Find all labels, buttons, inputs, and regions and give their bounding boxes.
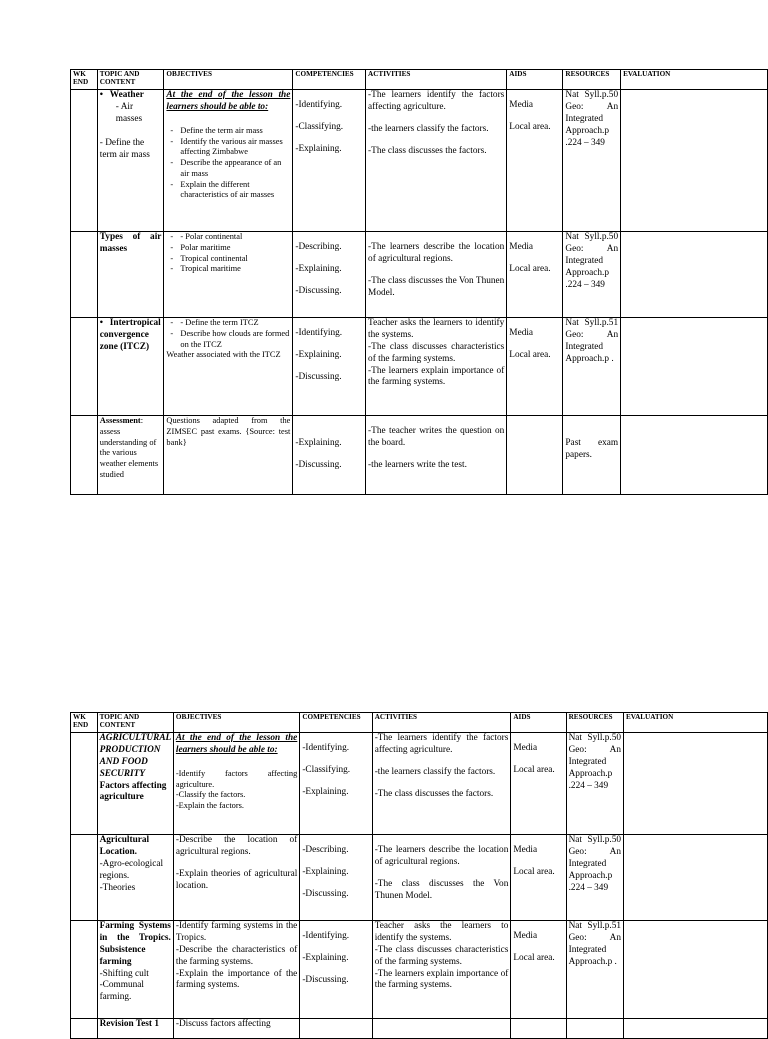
activity-item: -The learners explain importance of the farming systems. xyxy=(374,968,509,991)
wk-cell xyxy=(71,318,98,416)
header-evaluation: EVALUATION xyxy=(624,713,768,733)
competency-item: -Explaining. xyxy=(302,866,349,877)
objectives-cell: - - Polar continental - Polar maritime - Tropical continental - Tropical maritime xyxy=(164,232,293,318)
competencies-cell xyxy=(293,416,366,495)
evaluation-cell xyxy=(621,416,768,495)
topic-cell: Types of air masses xyxy=(97,232,164,318)
topic-cell: • Weather - Air masses - Define the term air mass xyxy=(97,90,164,232)
wk-cell xyxy=(71,835,98,921)
aid-item: Media xyxy=(513,931,538,941)
competency-item: -Explaining. xyxy=(302,786,349,797)
wk-cell xyxy=(71,232,98,318)
objective-item: Explain the different characteristics of air masses xyxy=(180,179,275,200)
wk-cell xyxy=(71,416,98,495)
assessment-label: Assessment xyxy=(99,416,141,425)
table-row xyxy=(71,416,768,495)
header-competencies: COMPETENCIES xyxy=(300,713,372,733)
competency-item: -Identifying. xyxy=(302,743,350,753)
competency-item: -Identifying. xyxy=(295,328,343,338)
aid-item: Local area. xyxy=(509,121,551,132)
table-row xyxy=(71,835,768,921)
aid-item: Local area. xyxy=(513,866,555,877)
header-objectives: OBJECTIVES xyxy=(173,713,299,733)
activity-item: -The class discusses the Von Thunen Model. xyxy=(368,275,505,298)
competency-item: -Explaining. xyxy=(295,143,342,154)
evaluation-cell xyxy=(621,318,768,416)
aid-item: Local area. xyxy=(509,263,551,274)
topic-cell xyxy=(97,733,173,835)
resources-cell: Nat Syll.p.51 Geo: An Integrated Approach.p . xyxy=(563,318,621,416)
activities-cell xyxy=(372,921,511,1019)
topic-subtitle: Define the term air mass xyxy=(99,137,150,160)
header-wk-end: WK END xyxy=(71,70,98,90)
activity-item: Teacher asks the learners to identify the systems. xyxy=(374,921,509,943)
objective-item: -Describe the location of agricultural regions. xyxy=(175,835,298,857)
resources-cell: Nat Syll.p.50 Geo: An Integrated Approach.p .224 – 349 xyxy=(566,733,623,835)
table-header-row xyxy=(71,713,768,733)
topic-cell: Revision Test 1 xyxy=(97,1019,173,1039)
competency-item: -Explaining. xyxy=(295,349,342,360)
aid-item: Local area. xyxy=(509,349,551,360)
evaluation-cell xyxy=(624,835,768,921)
assessment-text: : assess understanding of the various weather elements studied xyxy=(99,416,159,479)
objective-item: Identify the various air masses affecting Zimbabwe xyxy=(180,136,283,157)
header-activities: ACTIVITIES xyxy=(366,70,507,90)
resources-cell xyxy=(563,416,621,495)
evaluation-cell xyxy=(624,921,768,1019)
objective-item: Tropical maritime xyxy=(180,264,241,274)
competency-item: -Explaining. xyxy=(295,263,342,274)
objective-item: Polar maritime xyxy=(180,242,231,252)
activity-item: -The class discusses characteristics of the farming systems. xyxy=(374,944,509,967)
activities-cell xyxy=(366,232,507,318)
objectives-cell xyxy=(173,733,299,835)
competency-item: -Discussing. xyxy=(295,371,342,382)
competencies-cell xyxy=(300,921,372,1019)
competencies-cell xyxy=(293,90,366,232)
competency-item: -Explaining. xyxy=(302,952,349,963)
objective-item: -Identify factors affecting agriculture. xyxy=(175,768,298,789)
wk-cell xyxy=(71,90,98,232)
objectives-cell: At the end of the lesson the learners should be able to: - Define the term air mass - Identify the various air masses affecting Zimbabwe - Describe the appearance of an air mass - Explain the different characteristics of air masses xyxy=(164,90,293,232)
topic-cell xyxy=(97,416,164,495)
competency-item: -Classifying. xyxy=(302,764,351,775)
header-objectives: OBJECTIVES xyxy=(164,70,293,90)
objectives-cell xyxy=(173,921,299,1019)
activities-cell xyxy=(366,318,507,416)
activity-item: -The teacher writes the question on the board. xyxy=(368,426,505,448)
competencies-cell xyxy=(300,1019,372,1039)
competency-item: -Identifying. xyxy=(295,100,343,110)
activity-item: -The learners explain importance of the farming systems. xyxy=(368,365,505,388)
activities-cell xyxy=(372,835,511,921)
scheme-table-1 xyxy=(70,69,768,495)
table-row xyxy=(71,733,768,835)
topic-cell xyxy=(97,835,173,921)
objectives-cell xyxy=(173,835,299,921)
aids-cell xyxy=(511,733,566,835)
objective-item: Describe the appearance of an air mass xyxy=(180,158,282,178)
evaluation-cell xyxy=(624,1019,768,1039)
aids-cell xyxy=(507,318,563,416)
aids-cell xyxy=(507,416,563,495)
table-row xyxy=(71,232,768,318)
topic-cell: • Intertropical convergence zone (ITCZ) xyxy=(97,318,164,416)
header-topic: TOPIC AND CONTENT xyxy=(97,713,173,733)
topic-subtitle: -Agro-ecological regions. xyxy=(99,858,164,881)
table-row xyxy=(71,318,768,416)
header-evaluation: EVALUATION xyxy=(621,70,768,90)
topic-title: Weather xyxy=(109,90,144,100)
activity-item: -The learners identify the factors affecting agriculture. xyxy=(368,90,505,112)
aids-cell xyxy=(507,90,563,232)
table-row xyxy=(71,90,768,232)
activity-item: -the learners classify the factors. xyxy=(374,766,496,777)
activity-item: -The class discusses the Von Thunen Model. xyxy=(374,878,509,901)
activities-cell xyxy=(366,416,507,495)
competencies-cell xyxy=(293,318,366,416)
objective-item: - Define the term ITCZ xyxy=(180,318,259,327)
objective-item: -Explain the factors. xyxy=(175,801,244,811)
topic-subtitle: -Communal farming. xyxy=(99,980,144,1003)
activity-item: -The learners identify the factors affecting agriculture. xyxy=(374,733,509,755)
aids-cell xyxy=(507,232,563,318)
header-activities: ACTIVITIES xyxy=(372,713,511,733)
scheme-table-2 xyxy=(70,712,768,1039)
objectives-intro: At the end of the lesson the learners should be able to: xyxy=(166,90,291,112)
competency-item: -Discussing. xyxy=(295,285,342,296)
objective-item: Define the term air mass xyxy=(180,125,263,135)
topic-subtitle: -Theories xyxy=(99,882,136,893)
topic-title: Agricultural Location. xyxy=(99,835,150,857)
aid-item: Media xyxy=(509,242,534,252)
objective-item: -Describe the characteristics of the farming systems. xyxy=(175,944,298,967)
activity-item: -The class discusses characteristics of the farming systems. xyxy=(368,341,505,364)
objectives-cell: -Discuss factors affecting xyxy=(173,1019,299,1039)
activity-item: -the learners classify the factors. xyxy=(368,123,489,134)
competency-item: -Discussing. xyxy=(302,888,349,899)
aid-item: Local area. xyxy=(513,764,555,775)
aids-cell xyxy=(511,835,566,921)
table-row xyxy=(71,1019,768,1039)
activities-cell xyxy=(372,733,511,835)
objectives-intro: At the end of the lesson the learners should be able to: xyxy=(175,733,298,755)
competency-item: -Discussing. xyxy=(295,459,342,470)
aid-item: Media xyxy=(513,845,538,855)
activity-item: -The learners describe the location of agricultural regions. xyxy=(374,845,509,867)
evaluation-cell xyxy=(621,90,768,232)
competency-item: -Classifying. xyxy=(295,121,344,132)
table-header-row xyxy=(71,70,768,90)
aid-item: Media xyxy=(513,743,538,753)
topic-title: Intertropical convergence zone (ITCZ) xyxy=(99,318,161,352)
header-aids: AIDS xyxy=(511,713,566,733)
activity-item: -The class discusses the factors. xyxy=(374,788,494,799)
objective-item: -Explain theories of agricultural location. xyxy=(175,868,298,891)
objectives-cell: Questions adapted from the ZIMSEC past exams. {Source: test bank} xyxy=(164,416,293,495)
competencies-cell xyxy=(293,232,366,318)
competency-item: -Identifying. xyxy=(302,931,350,941)
header-resources: RESOURCES xyxy=(563,70,621,90)
resources-cell xyxy=(566,1019,623,1039)
wk-cell xyxy=(71,921,98,1019)
activity-item: -The learners describe the location of agricultural regions. xyxy=(368,242,505,264)
competencies-cell xyxy=(300,733,372,835)
competency-item: -Describing. xyxy=(302,845,349,855)
resources-text: Past exam papers. xyxy=(565,438,619,460)
objectives-cell: - - Define the term ITCZ - Describe how clouds are formed on the ITCZ Weather associated with the ITCZ xyxy=(164,318,293,416)
wk-cell xyxy=(71,1019,98,1039)
header-competencies: COMPETENCIES xyxy=(293,70,366,90)
objective-item: -Classify the factors. xyxy=(175,790,246,800)
topic-subtitle: -Shifting cult xyxy=(99,968,149,979)
aids-cell xyxy=(511,1019,566,1039)
activity-item: -the learners write the test. xyxy=(368,459,467,470)
topic-title: Farming Systems in the Tropics. Subsistence farming xyxy=(99,921,171,967)
competency-item: -Discussing. xyxy=(302,974,349,985)
topic-subtitle: Air masses xyxy=(115,101,143,124)
resources-cell: Nat Syll.p.50 Geo: An Integrated Approach.p .224 – 349 xyxy=(563,232,621,318)
resources-cell: Nat Syll.p.50 Geo: An Integrated Approach.p .224 – 349 xyxy=(566,835,623,921)
evaluation-cell xyxy=(624,733,768,835)
table-row xyxy=(71,921,768,1019)
topic-cell xyxy=(97,921,173,1019)
aids-cell xyxy=(511,921,566,1019)
objective-item: -Identify farming systems in the Tropics. xyxy=(175,921,298,943)
objective-item: Describe how clouds are formed on the ITCZ xyxy=(180,328,290,349)
aid-item: Local area. xyxy=(513,952,555,963)
activities-cell xyxy=(372,1019,511,1039)
objective-item: Tropical continental xyxy=(180,253,248,263)
activity-item: -The class discusses the factors. xyxy=(368,145,487,156)
competencies-cell xyxy=(300,835,372,921)
topic-title: AGRICULTURAL PRODUCTION AND FOOD SECURITY xyxy=(99,733,171,779)
header-aids: AIDS xyxy=(507,70,563,90)
activity-item: Teacher asks the learners to identify the systems. xyxy=(368,318,505,340)
aid-item: Media xyxy=(509,328,534,338)
competency-item: -Describing. xyxy=(295,242,342,252)
aid-item: Media xyxy=(509,100,534,110)
wk-cell xyxy=(71,733,98,835)
objective-item: Weather associated with the ITCZ xyxy=(166,350,281,360)
resources-cell: Nat Syll.p.50 Geo: An Integrated Approach.p .224 – 349 xyxy=(563,90,621,232)
header-topic: TOPIC AND CONTENT xyxy=(97,70,164,90)
evaluation-cell xyxy=(621,232,768,318)
objective-item: - Polar continental xyxy=(180,232,243,241)
resources-cell: Nat Syll.p.51 Geo: An Integrated Approach.p . xyxy=(566,921,623,1019)
competency-item: -Explaining. xyxy=(295,438,342,448)
activities-cell xyxy=(366,90,507,232)
topic-subtitle: Factors affecting agriculture xyxy=(99,780,167,803)
header-resources: RESOURCES xyxy=(566,713,623,733)
objective-item: -Explain the importance of the farming systems. xyxy=(175,968,298,991)
header-wk-end: WK END xyxy=(71,713,98,733)
